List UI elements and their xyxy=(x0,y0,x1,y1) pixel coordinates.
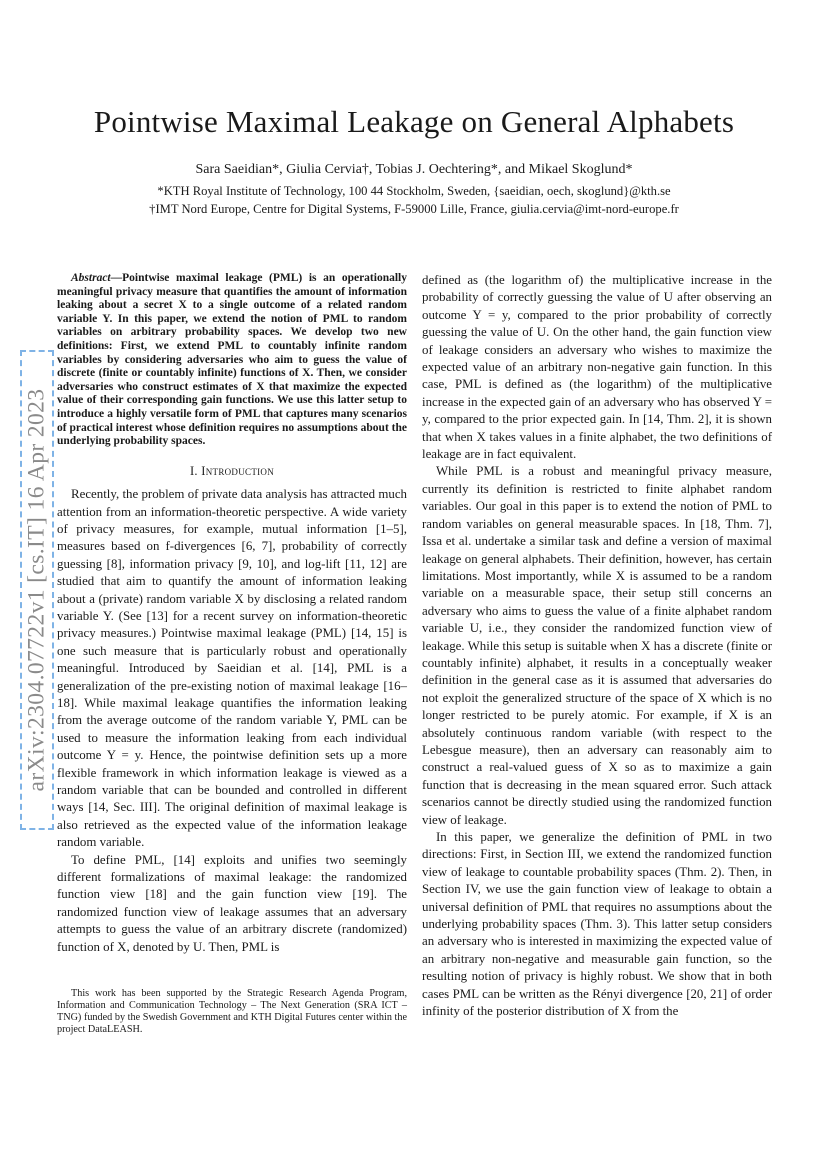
intro-paragraph: Recently, the problem of private data analysis has attracted much attention from an information-theoretic perspective. A wide variety of privacy measures, for example, mutual information [1–5], measures based on f-divergences [6, 7], probability of correctly guessing [8], information privacy [9, 10], and log-lift [11, 12] are studied that aim to quantify the amount of information leaking about a (private) random variable X by disclosing a related random variable Y. (See [13] for a recent survey on information-theoretic privacy measures.) Pointwise maximal leakage (PML) [14, 15] is one such measure that is particularly robust and operationally meaningful. Introduced by Saeidian et al. [14], PML is a generalization of the pre-existing notion of maximal leakage [16–18]. While maximal leakage quantifies the information leaking from the average outcome of the random variable Y, PML can be used to measure the information leaking from each individual outcome Y = y. Hence, the pointwise definition sets up a more flexible framework in which information leakage is viewed as a random variable that can be bounded and controlled in different ways [14, Sec. III]. The original definition of maximal leakage is also retrieved as the expected value of the information leakage random variable. xyxy=(57,487,407,850)
arxiv-stamp[interactable] xyxy=(20,350,54,830)
abstract-text: —Pointwise maximal leakage (PML) is an operationally meaningful privacy measure that quantifies the amount of information leaking about a secret X to a single outcome of a related random variable Y. In this paper, we extend the notion of PML to random variables on arbitrary probability spaces. We develop two new definitions: First, we extend PML to countably infinite random variables by considering adversaries who aim to guess the value of discrete (finite or countably infinite) functions of X. Then, we consider adversaries who construct estimates of X that maximize the expected value of their corresponding gain functions. We use this latter setup to introduce a highly versatile form of PML that captures many scenarios of practical interest whose definition requires no assumptions about the underlying probability spaces. xyxy=(57,272,407,448)
abstract xyxy=(57,272,407,449)
body-paragraph: defined as (the logarithm of) the multiplicative increase in the probability of correctly guessing the value of U after observing an outcome Y = y, compared to the prior probability of correctly guessing the value of U. On the other hand, the gain function view of leakage considers an adversary who wishes to maximize the expected value of an arbitrary non-negative gain function. In this case, PML is defined as (the logarithm) of the multiplicative increase in the expected gain of an adversary who has observed Y = y, compared to the prior expected gain. In [14, Thm. 2], it is shown that when X takes values in a finite alphabet, the two definitions of leakage are in fact equivalent. xyxy=(422,273,772,462)
left-column xyxy=(57,272,407,956)
body-paragraph: In this paper, we generalize the definition of PML in two directions: First, in Section III, we extend the randomized function view of leakage to countable probability spaces (Thm. 2). Then, in Section IV, we use the gain function view of leakage to obtain a universal definition of PML that requires no assumptions about the underlying probability spaces (Thm. 3). This latter setup considers an adversary who is interested in maximizing the expected value of an arbitrary non-negative and measurable gain function, so the resulting notion of privacy is highly robust. We show that in both cases PML can be written as the Rényi divergence [20, 21] of order infinity of the posterior distribution of X from the xyxy=(422,830,772,1019)
right-column xyxy=(422,272,772,1020)
intro-paragraph: To define PML, [14] exploits and unifies two seemingly different formalizations of maximal leakage: the randomized function view [18] and the gain function view [19]. The randomized function view of leakage assumes that an adversary attempts to guess the value of an arbitrary discrete (randomized) function of X, denoted by U. Then, PML is xyxy=(57,852,407,954)
abstract-label: Abstract xyxy=(71,272,111,284)
funding-footnote: This work has been supported by the Strategic Research Agenda Program, Information and Communication Technology – The Next Generation (SRA ICT – TNG) funded by the Swedish Government and KTH Digital Futures center within the project DataLEASH. xyxy=(57,988,407,1035)
author-list: Sara Saeidian*, Giulia Cervia†, Tobias J. Oechtering*, and Mikael Skoglund* xyxy=(195,162,633,177)
arxiv-stamp-text: arXiv:2304.07722v1 [cs.IT] 16 Apr 2023 xyxy=(23,388,50,792)
paper-title: Pointwise Maximal Leakage on General Alphabets xyxy=(93,104,735,139)
affiliation-kth: *KTH Royal Institute of Technology, 100 44 Stockholm, Sweden, {saeidian, oech, skoglund}@kth.se xyxy=(157,184,671,198)
section-heading-introduction: I. Introduction xyxy=(189,463,275,478)
affiliation-imt: †IMT Nord Europe, Centre for Digital Systems, F-59000 Lille, France, giulia.cervia@imt-nord-europe.fr xyxy=(149,202,679,216)
body-paragraph: While PML is a robust and meaningful privacy measure, currently its definition is restricted to finite alphabet random variables. Our goal in this paper is to extend the notion of PML to random variables on general measurable spaces. In [18, Thm. 7], Issa et al. undertake a similar task and define a version of maximal leakage on general alphabets. Their definition, however, has certain limitations. Most importantly, while X is assumed to be a random variable on a measurable space, their setup still concerns an adversary who aims to guess the value of a finite alphabet random variable U, i.e., they consider the randomized function view of leakage. While this setup is suitable when X has a discrete (finite or countably infinite) alphabet, it results in a conceptually weaker definition in the general case as it is assumed that adversaries do not exploit the generalized structure of the space of X which is no longer restricted to be purely atomic. For example, if X is an absolutely continuous random variable (with respect to the Lebesgue measure), then an adversary can reasonably aim to construct a real-valued guess of X so as to maximize a gain function that is decreasing in the mean squared error. Such attack scenarios cannot be directly studied using the randomized function view of leakage. xyxy=(422,464,772,827)
